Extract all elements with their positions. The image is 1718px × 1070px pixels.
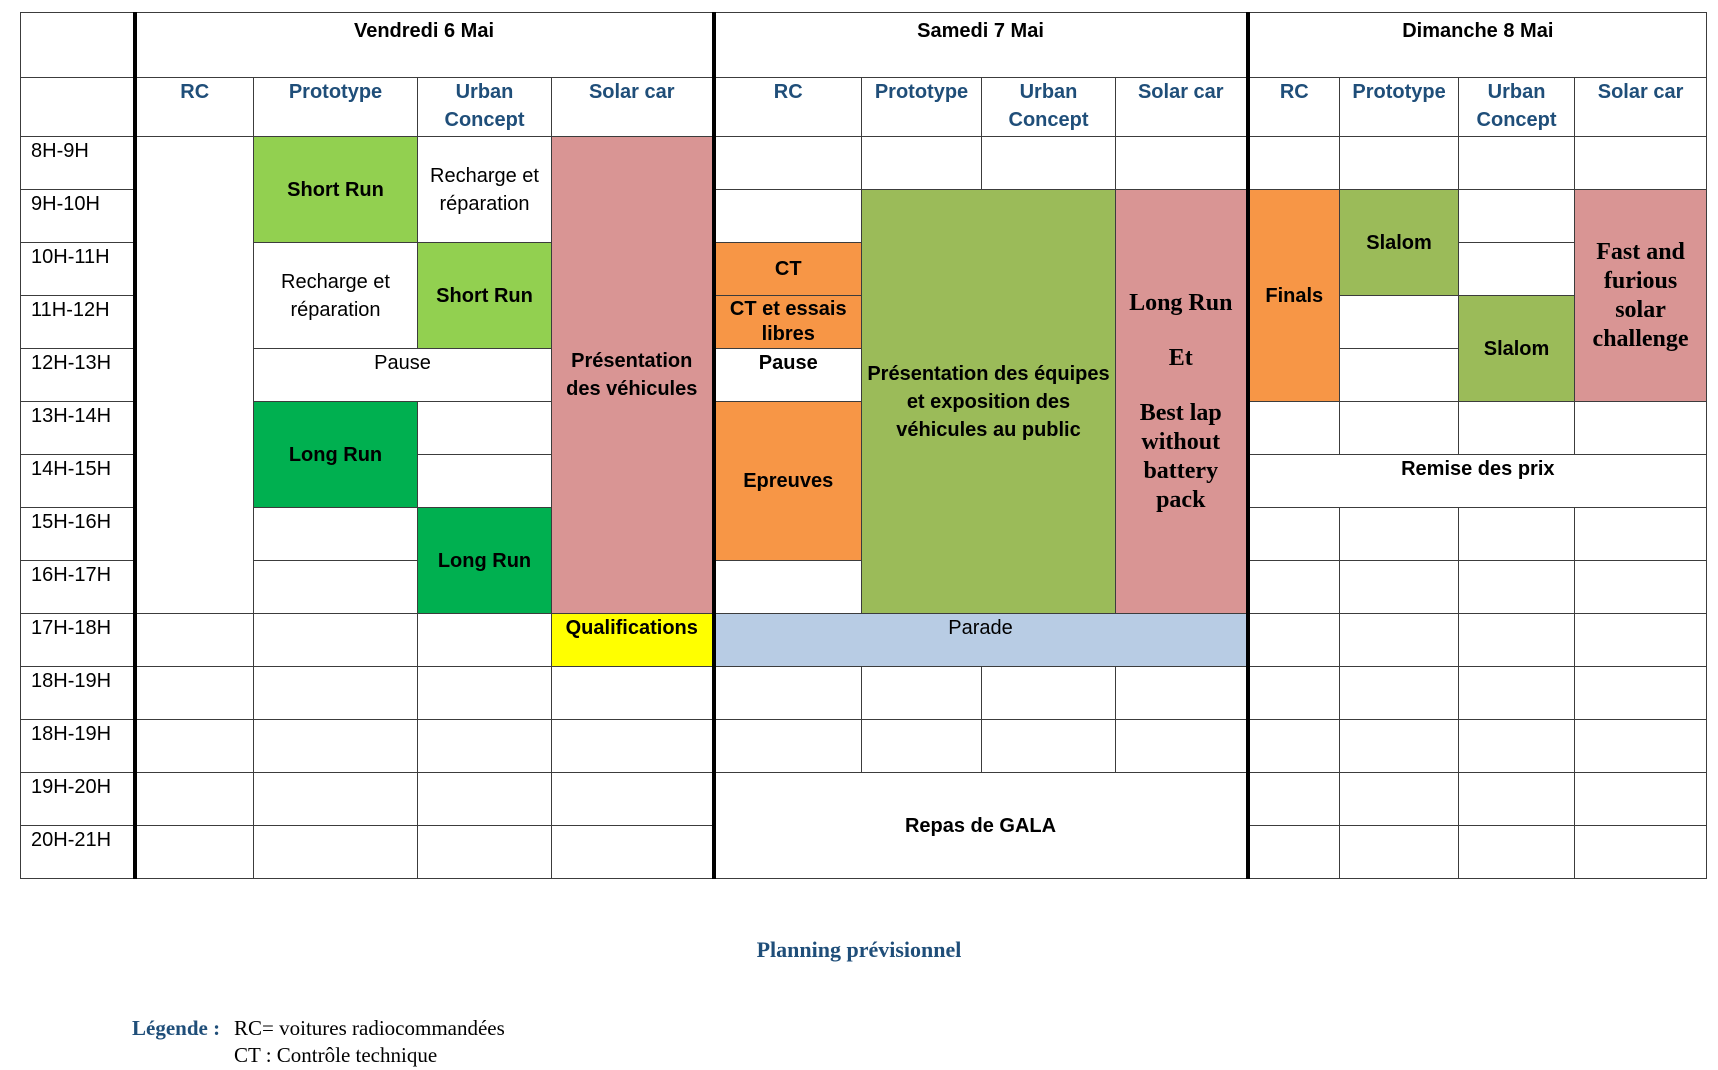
empty-cell [1248, 667, 1340, 720]
empty-cell [1340, 561, 1459, 614]
empty-cell [1575, 614, 1707, 667]
empty-cell [862, 720, 982, 773]
empty-cell [1575, 773, 1707, 826]
empty-cell [1340, 720, 1459, 773]
et-line: Et [1168, 344, 1193, 371]
empty-cell [1248, 561, 1340, 614]
empty-cell [1459, 243, 1575, 296]
empty-cell [135, 773, 254, 826]
empty-cell [1459, 190, 1575, 243]
empty-cell [1575, 561, 1707, 614]
empty-cell [135, 614, 254, 667]
time-label: 16H-17H [21, 561, 135, 614]
empty-cell [552, 667, 714, 720]
empty-cell [1340, 826, 1459, 879]
empty-cell [1340, 402, 1459, 455]
empty-cell [135, 667, 254, 720]
col-header-sun-solar: Solar car [1575, 78, 1707, 137]
time-label: 13H-14H [21, 402, 135, 455]
event-pause: Pause [254, 349, 552, 402]
empty-cell [1575, 137, 1707, 190]
empty-cell [254, 561, 418, 614]
event-fast-furious: Fast and furious solar challenge [1575, 190, 1707, 402]
empty-cell [1340, 508, 1459, 561]
empty-cell [982, 667, 1116, 720]
fri-rc-empty [135, 137, 254, 614]
time-label: 9H-10H [21, 190, 135, 243]
event-slalom-urban: Slalom [1459, 296, 1575, 402]
table-caption: Planning prévisionnel [756, 937, 962, 962]
empty-cell [254, 667, 418, 720]
best-lap-line: Best lap without battery pack [1139, 399, 1222, 513]
empty-cell [1575, 826, 1707, 879]
event-recharge: Recharge et réparation [418, 137, 552, 243]
time-label: 15H-16H [21, 508, 135, 561]
time-label: 14H-15H [21, 455, 135, 508]
event-presentation-vehicules: Présentation des véhicules [552, 137, 714, 614]
empty-cell [1248, 773, 1340, 826]
empty-cell [862, 137, 982, 190]
event-long-run: Long Run [254, 402, 418, 508]
event-long-run-best-lap [1116, 190, 1248, 614]
time-row [21, 773, 1707, 826]
empty-cell [1340, 349, 1459, 402]
empty-cell [1248, 614, 1340, 667]
col-header-sat-rc: RC [714, 78, 862, 137]
corner-cell [21, 78, 135, 137]
empty-cell [982, 720, 1116, 773]
empty-cell [552, 720, 714, 773]
empty-cell [1459, 614, 1575, 667]
empty-cell [135, 826, 254, 879]
empty-cell [135, 720, 254, 773]
empty-cell [418, 667, 552, 720]
legend [132, 1016, 505, 1068]
empty-cell [1248, 720, 1340, 773]
day-header-sunday: Dimanche 8 Mai [1248, 13, 1707, 78]
event-short-run: Short Run [254, 137, 418, 243]
empty-cell [1459, 667, 1575, 720]
empty-cell [1575, 402, 1707, 455]
empty-cell [1340, 614, 1459, 667]
empty-cell [1116, 720, 1248, 773]
empty-cell [1459, 137, 1575, 190]
event-long-run: Long Run [418, 508, 552, 614]
corner-cell [21, 13, 135, 78]
empty-cell [1459, 826, 1575, 879]
time-label: 8H-9H [21, 137, 135, 190]
empty-cell [1248, 137, 1340, 190]
col-header-sat-urban: Urban Concept [982, 78, 1116, 137]
empty-cell [714, 137, 862, 190]
event-epreuves: Epreuves [714, 402, 862, 561]
col-header-sun-prototype: Prototype [1340, 78, 1459, 137]
col-header-sun-urban: Urban Concept [1459, 78, 1575, 137]
event-short-run: Short Run [418, 243, 552, 349]
event-presentation-equipes: Présentation des équipes et exposition des véhicules au public [862, 190, 1116, 614]
event-ct-essais: CT et essais libres [714, 296, 862, 349]
empty-cell [1459, 720, 1575, 773]
time-label: 10H-11H [21, 243, 135, 296]
time-label: 11H-12H [21, 296, 135, 349]
empty-cell [1459, 773, 1575, 826]
event-recharge: Recharge et réparation [254, 243, 418, 349]
empty-cell [1248, 826, 1340, 879]
col-header-sat-solar: Solar car [1116, 78, 1248, 137]
col-header-fri-urban: Urban Concept [418, 78, 552, 137]
empty-cell [1575, 720, 1707, 773]
category-header-row [21, 78, 1707, 137]
day-header-friday: Vendredi 6 Mai [135, 13, 714, 78]
empty-cell [1248, 402, 1340, 455]
time-row [21, 720, 1707, 773]
event-qualifications: Qualifications [552, 614, 714, 667]
empty-cell [254, 508, 418, 561]
empty-cell [254, 614, 418, 667]
empty-cell [418, 720, 552, 773]
schedule-table [20, 12, 1707, 879]
empty-cell [714, 561, 862, 614]
empty-cell [1459, 508, 1575, 561]
time-row [21, 614, 1707, 667]
col-header-fri-prototype: Prototype [254, 78, 418, 137]
empty-cell [982, 137, 1116, 190]
long-run-line: Long Run [1129, 289, 1233, 316]
col-header-sat-prototype: Prototype [862, 78, 982, 137]
event-parade: Parade [714, 614, 1248, 667]
empty-cell [1340, 137, 1459, 190]
time-label: 18H-19H [21, 720, 135, 773]
day-header-saturday: Samedi 7 Mai [714, 13, 1248, 78]
empty-cell [418, 614, 552, 667]
time-label: 19H-20H [21, 773, 135, 826]
event-pause-sat: Pause [714, 349, 862, 402]
empty-cell [1116, 137, 1248, 190]
empty-cell [552, 773, 714, 826]
event-repas-gala: Repas de GALA [714, 773, 1248, 879]
empty-cell [1248, 508, 1340, 561]
event-ct: CT [714, 243, 862, 296]
col-header-sun-rc: RC [1248, 78, 1340, 137]
empty-cell [254, 773, 418, 826]
legend-line-ct: CT : Contrôle technique [234, 1043, 438, 1067]
empty-cell [714, 667, 862, 720]
empty-cell [418, 455, 552, 508]
empty-cell [1340, 667, 1459, 720]
time-label: 12H-13H [21, 349, 135, 402]
empty-cell [714, 190, 862, 243]
event-slalom-prototype: Slalom [1340, 190, 1459, 296]
empty-cell [254, 720, 418, 773]
empty-cell [862, 667, 982, 720]
col-header-fri-solar: Solar car [552, 78, 714, 137]
empty-cell [418, 826, 552, 879]
empty-cell [254, 826, 418, 879]
legend-line-rc: RC= voitures radiocommandées [234, 1016, 505, 1040]
empty-cell [714, 720, 862, 773]
empty-cell [1340, 296, 1459, 349]
time-row [21, 137, 1707, 190]
time-label: 18H-19H [21, 667, 135, 720]
empty-cell [1116, 667, 1248, 720]
time-label: 17H-18H [21, 614, 135, 667]
empty-cell [1575, 667, 1707, 720]
empty-cell [1575, 508, 1707, 561]
empty-cell [418, 773, 552, 826]
day-header-row [21, 13, 1707, 78]
empty-cell [1340, 773, 1459, 826]
empty-cell [1459, 561, 1575, 614]
event-finals: Finals [1248, 190, 1340, 402]
col-header-fri-rc: RC [135, 78, 254, 137]
legend-label: Légende : [132, 1016, 221, 1040]
event-remise-prix: Remise des prix [1248, 455, 1707, 508]
empty-cell [418, 402, 552, 455]
empty-cell [552, 826, 714, 879]
time-row [21, 667, 1707, 720]
empty-cell [1459, 402, 1575, 455]
time-label: 20H-21H [21, 826, 135, 879]
